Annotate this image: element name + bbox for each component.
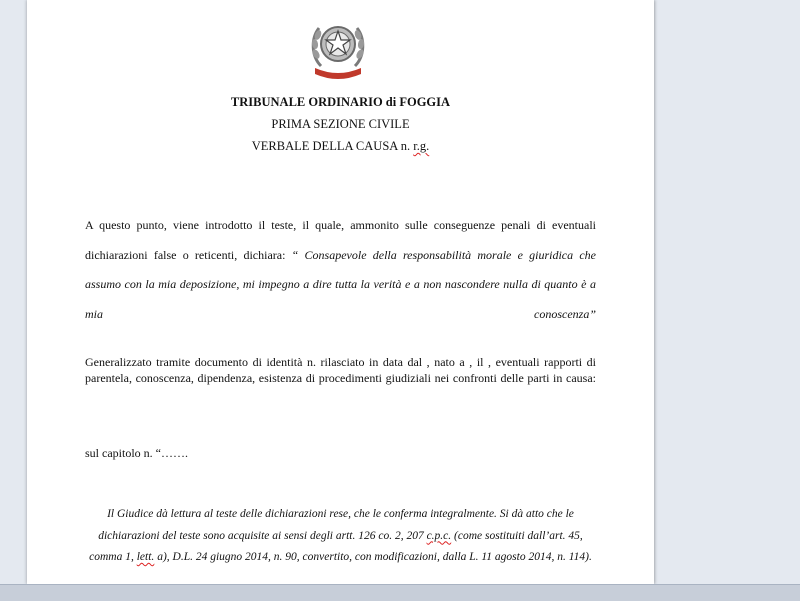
judge-statement-text-b: (come sostituiti dall’art. 45, comma 1, [89,529,583,563]
bottom-bar [0,584,800,601]
witness-generalities-paragraph: Generalizzato tramite documento di identità n. rilasciato in data dal , nato a , il , eventuali rapporti di parentela, conoscenza, dipendenza, esistenza di procedimenti giudiziali nei confronti delle parti in causa: [85,355,596,385]
chapter-paragraph: sul capitolo n. “……. [85,446,188,460]
judge-statement-cpc: c.p.c. [426,529,452,542]
judge-statement-text-c: a), D.L. 24 giugno 2014, n. 90, convertito, con modificazioni, dalla L. 11 agosto 2014, n. 114). [154,551,592,563]
judge-statement-text-a: Il Giudice dà lettura al teste delle dichiarazioni rese, che le conferma integralmente. Si dà atto che le dichiarazioni del teste sono acquisite ai sensi degli artt. 126 co. 2, 207 [98,508,574,542]
court-title: TRIBUNALE ORDINARIO di FOGGIA [230,95,451,109]
judge-statement-lett: lett. [136,551,155,563]
section-title: PRIMA SEZIONE CIVILE [271,117,410,131]
verbale-prefix: VERBALE DELLA CAUSA n. [251,139,414,153]
witness-introduction-paragraph [85,211,596,329]
judge-statement-paragraph [85,504,596,569]
verbale-rg: r.g. [413,139,430,153]
witness-intro-text: A questo punto, viene introdotto il teste, il quale, ammonito sulle conseguenze penali di eventuali dichiarazioni false o reticenti, dichiara: [85,218,596,262]
witness-oath-quote: “ Consapevole della responsabilità morale e giuridica che assumo con la mia deposizione, mi impegno a dire tutta la verità e a non nascondere nulla di quanto è a mia conoscenza” [85,247,597,321]
italian-republic-emblem-icon [307,14,369,80]
verbale-title [27,139,654,154]
